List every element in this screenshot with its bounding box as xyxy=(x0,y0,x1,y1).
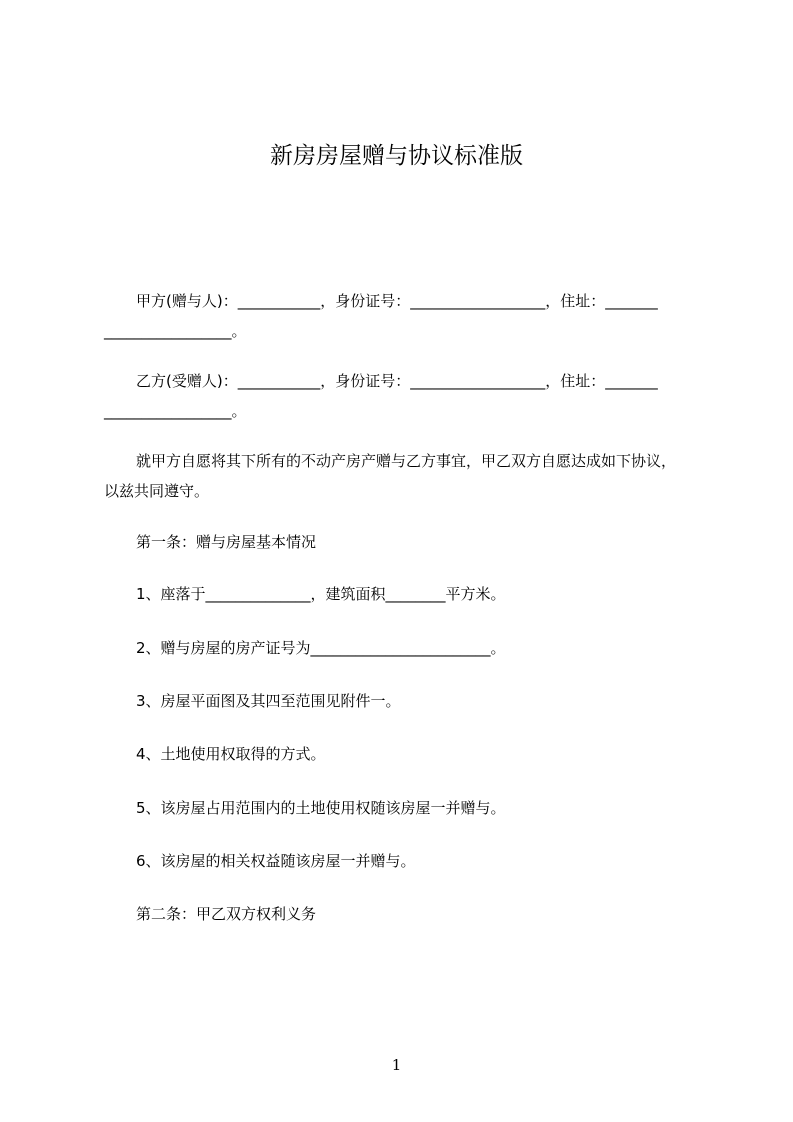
list-item: 1、座落于______________，建筑面积________平方米。 xyxy=(136,585,506,603)
page-number: 1 xyxy=(391,1056,402,1074)
list-item: 3、房屋平面图及其四至范围见附件一。 xyxy=(136,692,401,710)
list-item: 2、赠与房屋的房产证号为________________________。 xyxy=(136,639,506,657)
document-title: 新房房屋赠与协议标准版 xyxy=(270,143,523,169)
list-item: 6、该房屋的相关权益随该房屋一并赠与。 xyxy=(136,852,416,870)
list-item: 4、土地使用权取得的方式。 xyxy=(136,745,326,763)
article-1-heading: 第一条：赠与房屋基本情况 xyxy=(136,533,317,551)
party-a-paragraph: 甲方(赠与人)：___________，身份证号：__________________，住址：_______ _________________。 xyxy=(104,292,658,340)
article-2-heading: 第二条：甲乙双方权利义务 xyxy=(136,905,317,923)
list-item: 5、该房屋占用范围内的土地使用权随该房屋一并赠与。 xyxy=(136,799,506,817)
intro-paragraph: 就甲方自愿将其下所有的不动产房产赠与乙方事宜，甲乙双方自愿达成如下协议， 以兹共同遵守。 xyxy=(104,452,677,500)
party-b-paragraph: 乙方(受赠人)：___________，身份证号：__________________，住址：_______ _________________。 xyxy=(104,372,658,420)
